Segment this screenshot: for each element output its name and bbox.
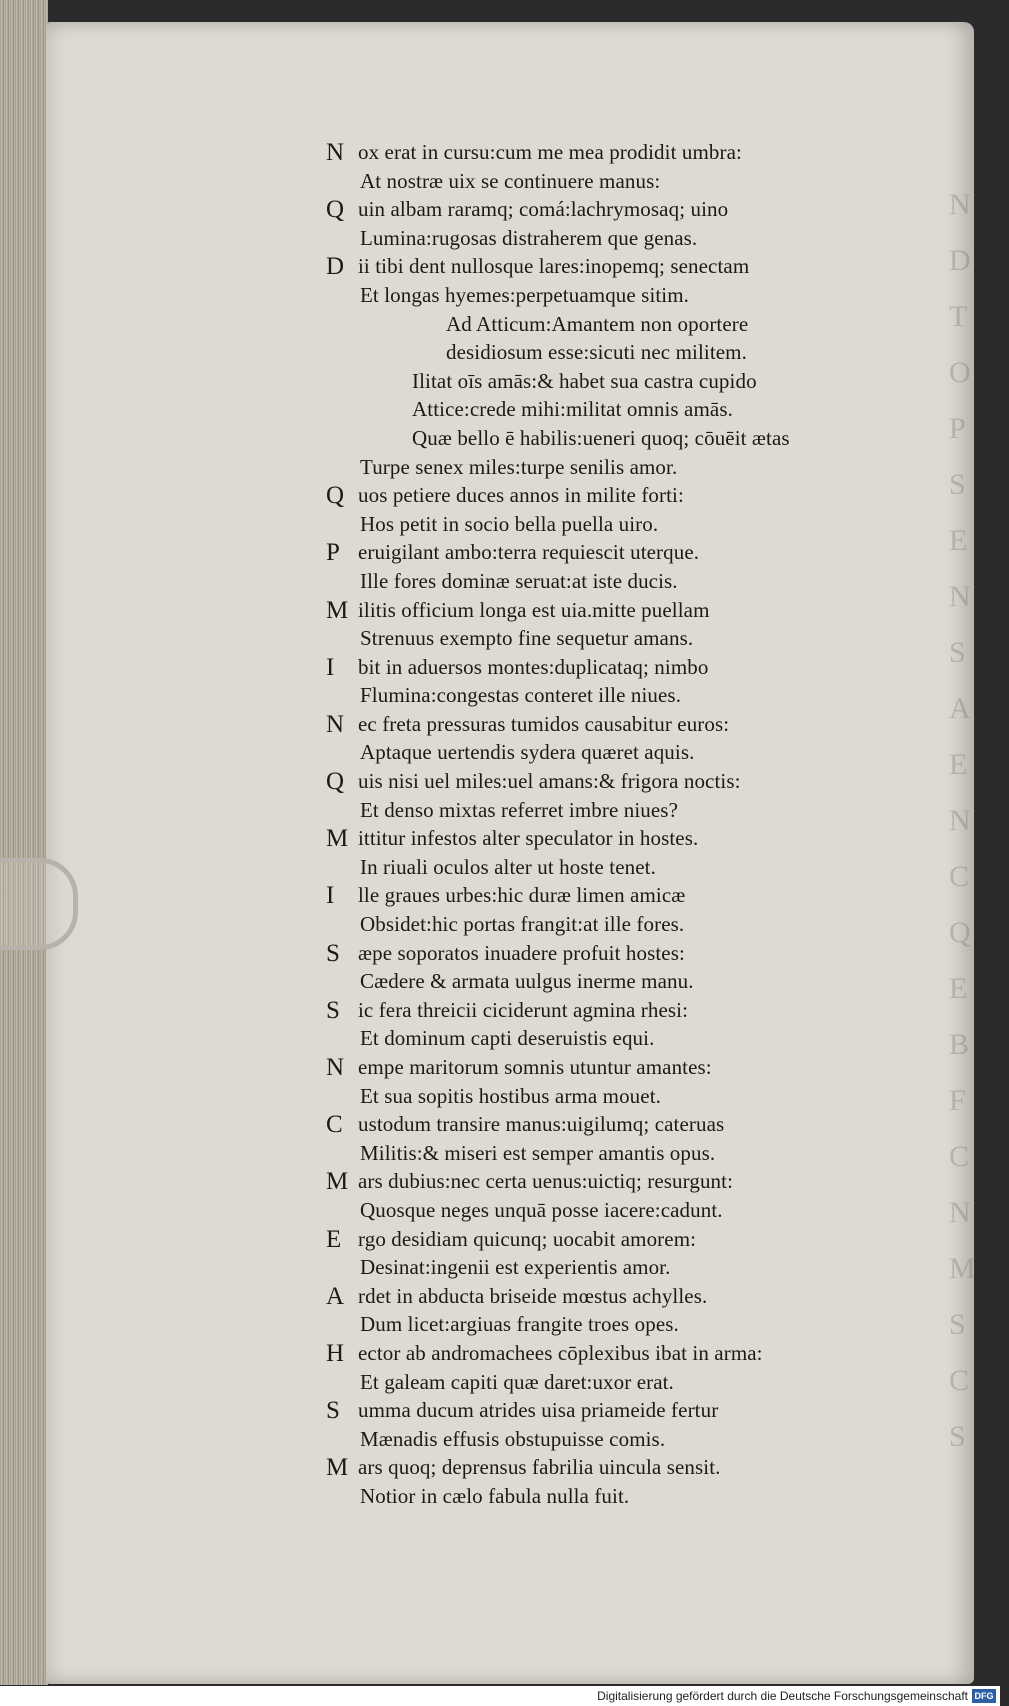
line-text: æpe soporatos inuadere profuit hostes: — [358, 940, 685, 965]
footer-credit: Digitalisierung gefördert durch die Deutsche Forschungsgemeinschaft — [597, 1689, 968, 1703]
line-text: Hos petit in socio bella puella uiro. — [360, 511, 659, 536]
line-text: In riuali oculos alter ut hoste tenet. — [360, 854, 656, 879]
text-line — [326, 1024, 886, 1053]
line-text: rdet in abducta briseide mœstus achylles. — [358, 1283, 708, 1308]
line-text: Attice:crede mihi:militat omnis amās. — [412, 397, 733, 422]
line-text: Ilitat oīs amās:& habet sua castra cupido — [412, 368, 757, 393]
text-line — [326, 1196, 886, 1225]
heading-text: Ad Atticum:Amantem non oportere — [446, 311, 749, 336]
text-line — [326, 1396, 886, 1425]
text-line — [326, 910, 886, 939]
initial-letter: M — [326, 1168, 349, 1196]
initial-letter: D — [326, 253, 345, 281]
initial-letter: A — [326, 1282, 345, 1310]
line-text: uis nisi uel miles:uel amans:& frigora noctis: — [358, 769, 741, 794]
text-line — [326, 395, 886, 424]
text-line — [326, 1310, 886, 1339]
line-text: Flumina:congestas conteret ille niues. — [360, 683, 682, 708]
line-text: Obsidet:hic portas frangit:at ille fores. — [360, 912, 685, 937]
text-line — [326, 738, 886, 767]
initial-letter: M — [326, 596, 349, 624]
text-line — [326, 510, 886, 539]
text-line — [326, 310, 886, 339]
text-line — [326, 710, 886, 739]
line-text: Dum licet:argiuas frangite troes opes. — [360, 1312, 679, 1337]
initial-letter: M — [326, 825, 349, 853]
line-text: ec freta pressuras tumidos causabitur euros: — [358, 711, 730, 736]
line-text: uos petiere duces annos in milite forti: — [358, 483, 684, 508]
text-line — [326, 424, 886, 453]
text-line — [326, 1482, 886, 1511]
text-line — [326, 967, 886, 996]
text-line — [326, 653, 886, 682]
text-line — [326, 252, 886, 281]
text-line — [326, 481, 886, 510]
line-text: ustodum transire manus:uigilumq; cateruas — [358, 1112, 725, 1137]
line-text: Desinat:ingenii est experientis amor. — [360, 1255, 671, 1280]
line-text: bit in aduersos montes:duplicataq; nimbo — [358, 654, 709, 679]
text-line — [326, 224, 886, 253]
line-text: Et longas hyemes:perpetuamque sitim. — [360, 282, 690, 307]
text-line — [326, 1082, 886, 1111]
text-line — [326, 1339, 886, 1368]
text-line — [326, 1253, 886, 1282]
line-text: Et denso mixtas referret imbre niues? — [360, 797, 679, 822]
line-text: ittitur infestos alter speculator in hostes. — [358, 826, 699, 851]
text-line — [326, 1425, 886, 1454]
line-text: Et galeam capiti quæ daret:uxor erat. — [360, 1369, 674, 1394]
text-line — [326, 624, 886, 653]
text-line — [326, 281, 886, 310]
initial-letter: S — [326, 996, 341, 1024]
text-line — [326, 824, 886, 853]
heading-text: desidiosum esse:sicuti nec militem. — [446, 340, 747, 365]
line-text: Aptaque uertendis sydera quæret aquis. — [360, 740, 695, 765]
text-line — [326, 538, 886, 567]
line-text: At nostræ uix se continuere manus: — [360, 168, 661, 193]
line-text: ox erat in cursu:cum me mea prodidit umbra: — [358, 140, 742, 164]
text-line — [326, 1282, 886, 1311]
line-text: Mænadis effusis obstupuisse comis. — [360, 1426, 666, 1451]
text-line — [326, 1167, 886, 1196]
text-line — [326, 1453, 886, 1482]
initial-letter: S — [326, 1397, 341, 1425]
initial-letter: N — [326, 139, 345, 166]
text-line — [326, 167, 886, 196]
line-text: Quosque neges unquā posse iacere:cadunt. — [360, 1197, 723, 1222]
line-text: uin albam raramq; comá:lachrymosaq; uino — [358, 197, 729, 222]
line-text: Lumina:rugosas distraherem que genas. — [360, 225, 698, 250]
text-line — [326, 939, 886, 968]
text-line — [326, 767, 886, 796]
line-text: empe maritorum somnis utuntur amantes: — [358, 1055, 712, 1079]
line-text: eruigilant ambo:terra requiescit uterque. — [358, 540, 700, 565]
line-text: umma ducum atrides uisa priameide fertur — [358, 1398, 719, 1423]
book-page-edges — [0, 0, 48, 1685]
text-line — [326, 881, 886, 910]
text-line — [326, 367, 886, 396]
initial-letter: E — [326, 1225, 342, 1253]
text-line — [326, 596, 886, 625]
initial-letter: Q — [326, 768, 345, 796]
line-text: ector ab andromachees cōplexibus ibat in arma: — [358, 1340, 763, 1365]
initial-letter: P — [326, 539, 341, 567]
initial-letter: S — [326, 939, 341, 967]
line-text: Cædere & armata uulgus inerme manu. — [360, 969, 694, 994]
dfg-logo: DFG — [972, 1689, 996, 1703]
text-line — [326, 796, 886, 825]
text-line — [326, 853, 886, 882]
text-line — [326, 996, 886, 1025]
line-text: Militis:& miseri est semper amantis opus. — [360, 1140, 716, 1165]
line-text: lle graues urbes:hic duræ limen amicæ — [358, 883, 686, 908]
text-line — [326, 453, 886, 482]
text-line — [326, 1225, 886, 1254]
line-text: ars quoq; deprensus fabrilia uincula sensit. — [358, 1455, 721, 1480]
initial-letter: Q — [326, 196, 345, 224]
poem-text-block — [326, 138, 886, 1511]
initial-letter: N — [326, 710, 345, 738]
text-line — [326, 138, 886, 167]
line-text: ic fera threicii ciciderunt agmina rhesi: — [358, 997, 689, 1022]
initial-letter: Q — [326, 482, 345, 510]
initial-letter: M — [326, 1454, 349, 1482]
line-text: Turpe senex miles:turpe senilis amor. — [360, 454, 678, 479]
text-line — [326, 338, 886, 367]
text-line — [326, 567, 886, 596]
text-line — [326, 195, 886, 224]
text-line — [326, 1053, 886, 1082]
line-text: Et sua sopitis hostibus arma mouet. — [360, 1083, 661, 1108]
text-line — [326, 1139, 886, 1168]
line-text: Notior in cælo fabula nulla fuit. — [360, 1483, 630, 1508]
initial-letter: I — [326, 882, 335, 910]
line-text: Strenuus exempto fine sequetur amans. — [360, 626, 694, 651]
text-line — [326, 1368, 886, 1397]
line-text: ii tibi dent nullosque lares:inopemq; senectam — [358, 254, 750, 279]
bleed-through-text: N D T O P S E N S A E N C Q E B F C N M S C S — [949, 188, 976, 1453]
line-text: Et dominum capti deseruistis equi. — [360, 1026, 655, 1051]
line-text: ilitis officium longa est uia.mitte puellam — [358, 597, 710, 622]
book-clasp — [0, 858, 78, 950]
initial-letter: C — [326, 1111, 343, 1139]
line-text: ars dubius:nec certa uenus:uictiq; resurgunt: — [358, 1169, 734, 1194]
initial-letter: N — [326, 1054, 345, 1081]
line-text: rgo desidiam quicunq; uocabit amorem: — [358, 1226, 697, 1251]
digitization-footer — [0, 1686, 1000, 1706]
initial-letter: H — [326, 1339, 345, 1367]
text-line — [326, 681, 886, 710]
line-text: Ille fores dominæ seruat:at iste ducis. — [360, 568, 678, 593]
text-line — [326, 1110, 886, 1139]
initial-letter: I — [326, 653, 335, 681]
line-text: Quæ bello ē habilis:ueneri quoq; cōuēit ætas — [412, 425, 790, 450]
